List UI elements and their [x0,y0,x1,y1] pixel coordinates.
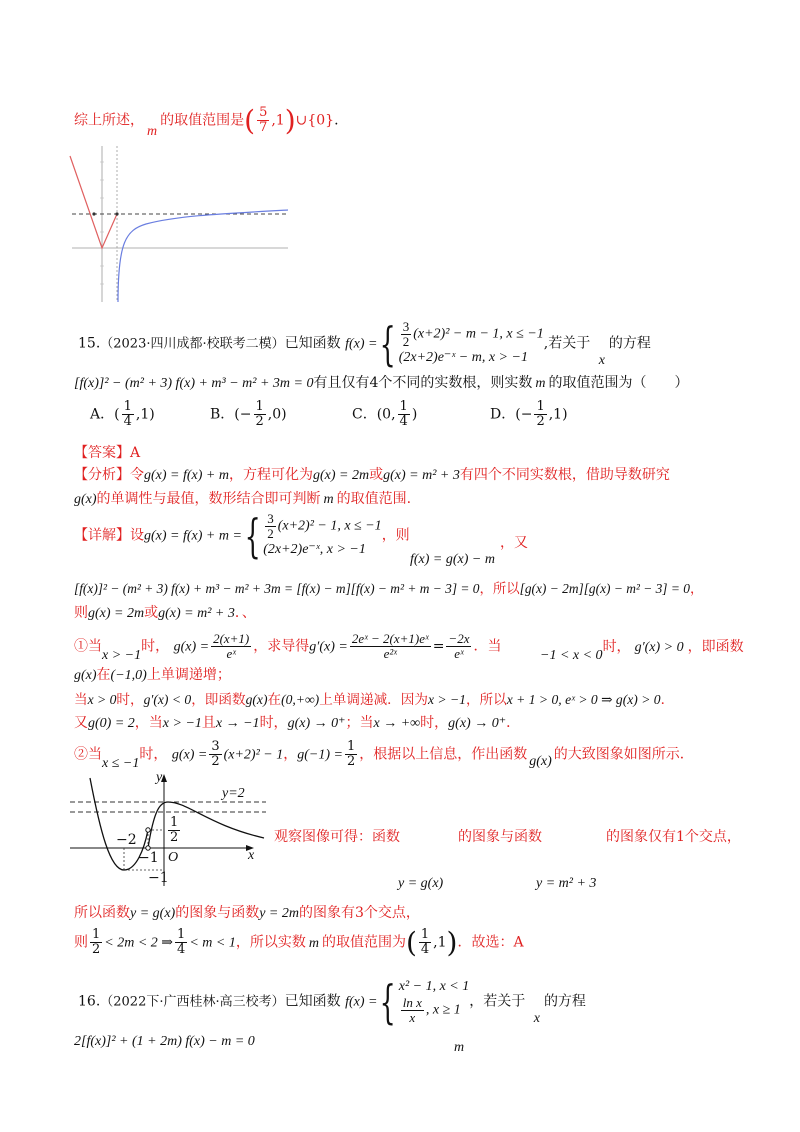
detail-piecewise: $\frac{3}{2}$ (x+2)² − 1, x ≤ −1 (2x+2)e⁻ˣ, x > −1 [263,511,382,557]
left-v-curve [70,156,117,248]
q16-piecewise: x² − 1, x < 1 $\frac{\text{ln x}}{x}$ , x ≥ 1 [398,979,470,1025]
right-curve [118,210,288,302]
detail-line-11: 则 $\frac{1}{2}$ < 2m < 2 ⇒ $\frac{1}{4}$ < m < 1，所以实数 m 的取值范围为( $\frac{1}{4}$ ,1)．故选：A [74,926,524,959]
summary-prefix: 综上所述， [74,112,144,129]
graph2-x-label: x [248,848,255,863]
q15-fx: f(x) = [345,336,378,352]
graph2-ymin-label: −1 [148,870,169,886]
graph2-half-label: $\frac{1}{2}$ [170,815,179,845]
answer-tag: 【答案】 [74,445,130,461]
analysis-line-1: 【分析】令g(x) = f(x) + m，方程可化为g(x) = 2m或g(x) = m² + 3有四个不同实数根，借助导数研究 [74,467,670,483]
g-curve-right [148,802,264,848]
detail-line-6: 当x > 0时，g′(x) < 0，即函数g(x)在(0,+∞)上单调递减．因为x > −1，所以x + 1 > 0, eˣ > 0 ⇒ g(x) > 0． [74,692,675,708]
q16-equation: 2[f(x)]² + (1 + 2m) f(x) − m = 0 [74,1034,255,1049]
option-a[interactable]: A．( $\frac{1}{4}$ ,1) [90,399,155,429]
case1-line: ①当x > −1时， g(x) = $\frac{2(x+1)}{\text{eˣ}}$ ，求导得g′(x) = $\frac{\text{2eˣ − 2(x+1)eˣ}}{\text{e²ˣ}}$ = $\frac{-2x}{\text{eˣ}}$ ．当 [74,631,502,663]
summary-middle: 的取值范围是 [160,112,245,129]
detail-line-7: 又g(0) = 2，当x > −1且x → −1时，g(x) → 0⁺；当x → +∞时，g(x) → 0⁺． [74,715,521,731]
q16-stem: 16.（2022下·广西桂林·高三校考）已知函数 f(x) ={ x² − 1, x < 1 $\frac{\text{ln x}}{x}$ , x ≥ 1 ，若关于 x的方程 [78,974,586,1029]
answer-value: A [130,445,141,461]
q15-equation-line: [f(x)]² − (m² + 3) f(x) + m³ − m² + 3m = 0有且仅有4个不同的实数根，则实数 m 的取值范围为（ ） [74,375,689,391]
union-zero: ∪{0} [295,112,335,129]
graph-f-sketch [66,142,292,304]
option-d[interactable]: D．(− $\frac{1}{2}$ ,1) [490,399,568,429]
case2-line: ②当x ≤ −1时， g(x) = $\frac{3}{2}$ (x+2)² − 1，g(−1) = $\frac{1}{2}$ ，根据以上信息，作出函数 g(x) 的大致图象如图所示． [74,739,694,771]
detail-also: ，又 [500,535,528,551]
q15-options [90,400,730,436]
q15-piecewise: $\frac{3}{2}$ (x+2)² − m − 1, x ≤ −1 (2x+2)e⁻ˣ − m, x > −1 [398,319,544,365]
q15-equation: [f(x)]² − (m² + 3) f(x) + m³ − m² + 3m = 0 [74,376,314,391]
answer-line [74,442,140,462]
graph2-y-label: y [156,770,163,785]
detail-f-eq: f(x) = g(x) − m [410,552,495,567]
summary-line: 综上所述，m的取值范围是( $\frac{5}{7}$ ,1)∪{0}. [74,104,339,139]
graph2-neg1-label: −1 [138,850,159,866]
range-fraction: $\frac{5}{7}$ [259,105,268,135]
q15-stem: 15.（2023·四川成都·校联考二模）已知函数 f(x) ={ $\frac{3}{2}$ (x+2)² − m − 1, x ≤ −1 (2x+2)e⁻ˣ − m, x > −1 ,若关于 x的方程 [78,316,651,371]
option-b[interactable]: B．(− $\frac{1}{2}$ ,0) [210,399,287,429]
obs-func-2: y = m² + 3 [536,876,597,891]
detail-line-10: 所以函数y = g(x)的图象与函数y = 2m的图象有3个交点， [74,905,420,921]
var-m: m [147,123,158,139]
analysis-line-2: g(x)的单调性与最值，数形结合即可判断 m 的取值范围. [74,491,412,507]
obs-func-1: y = g(x) [398,876,444,891]
q16-var-m: m [454,1040,465,1055]
graph2-neg2-label: −2 [116,832,137,848]
observation-line: 观察图像可得：函数 的图象与函数 的图象仅有1个交点， [274,829,741,845]
detail-line-2: [f(x)]² − (m² + 3) f(x) + m³ − m² + 3m = [f(x) − m][f(x) − m² + m − 3] = 0，所以[g(x) − 2m][g(x) − m² − 3] = 0， [74,581,704,597]
detail-line-1: 【详解】设g(x) = f(x) + m ={ $\frac{3}{2}$ (x+2)² − 1, x ≤ −1 (2x+2)e⁻ˣ, x > −1 ，则 [74,508,410,563]
graph2-line-label: y=2 [222,786,245,801]
detail-line-5: g(x)在(−1,0)上单调递增； [74,667,231,683]
option-c[interactable]: C．(0, $\frac{1}{4}$ ) [352,399,418,429]
detail-line-3: 则g(x) = 2m或g(x) = m² + 3．、 [74,605,256,621]
case1-tail: −1 < x < 0时， g′(x) > 0 ，即函数 [540,639,744,663]
graph2-origin-label: O [168,850,179,865]
